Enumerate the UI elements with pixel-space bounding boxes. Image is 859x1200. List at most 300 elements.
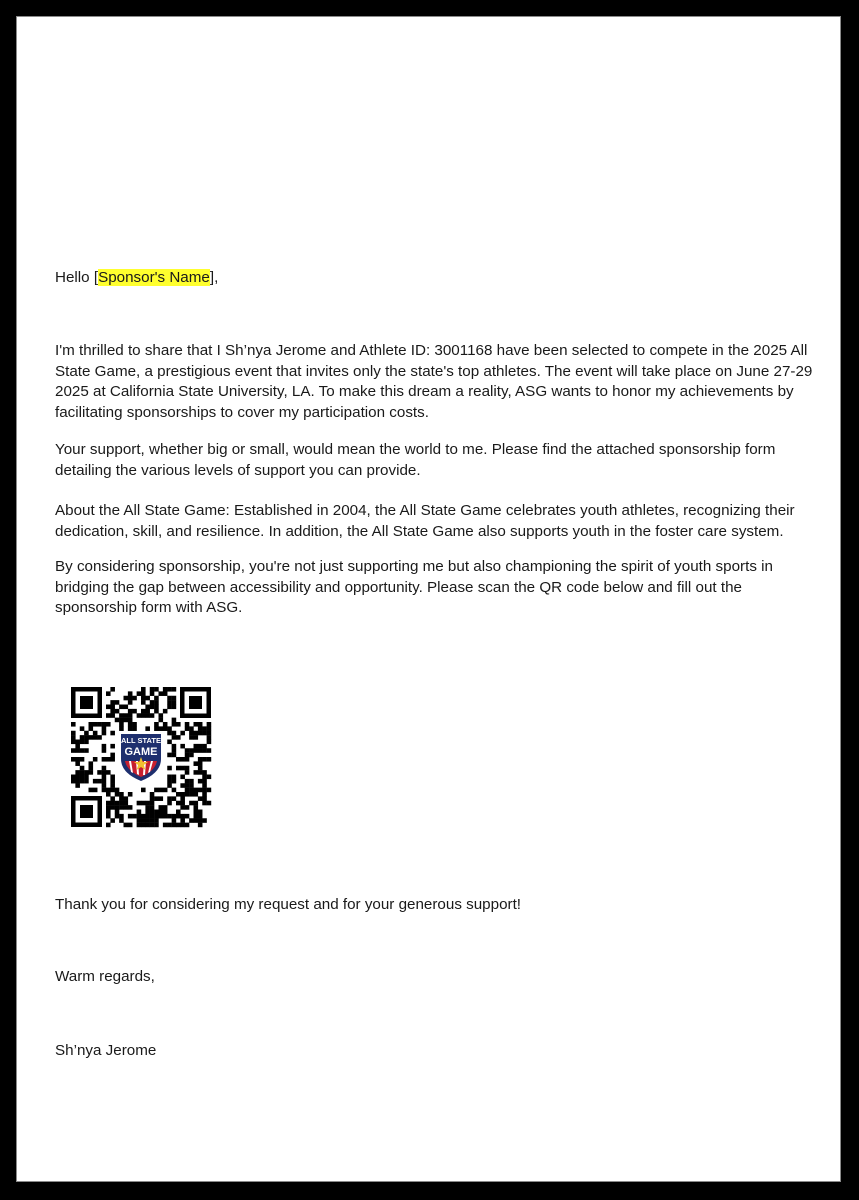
qr-module xyxy=(207,788,212,793)
qr-module xyxy=(145,814,150,819)
qr-module xyxy=(194,722,199,727)
qr-module xyxy=(106,757,111,762)
qr-module xyxy=(141,713,146,718)
qr-module xyxy=(159,805,164,810)
qr-module xyxy=(198,748,203,753)
qr-module xyxy=(137,713,142,718)
qr-module xyxy=(172,696,177,701)
qr-module xyxy=(89,726,94,731)
qr-module xyxy=(132,709,137,714)
qr-module xyxy=(137,818,142,823)
qr-module xyxy=(128,722,133,727)
qr-module xyxy=(110,744,115,749)
qr-module xyxy=(106,792,111,797)
qr-module xyxy=(176,735,181,740)
logo-line-1: ALL STATE xyxy=(121,736,161,745)
qr-module xyxy=(150,810,155,815)
qr-module xyxy=(124,696,129,701)
qr-module xyxy=(207,748,212,753)
qr-module xyxy=(145,810,150,815)
qr-module xyxy=(80,757,85,762)
qr-module xyxy=(119,796,124,801)
qr-module xyxy=(163,805,168,810)
qr-module xyxy=(115,814,120,819)
qr-module xyxy=(106,722,111,727)
qr-module xyxy=(110,709,115,714)
qr-module xyxy=(145,696,150,701)
qr-module xyxy=(189,726,194,731)
qr-module xyxy=(185,757,190,762)
qr-module xyxy=(194,770,199,775)
qr-module xyxy=(163,709,168,714)
qr-module xyxy=(172,744,177,749)
qr-module xyxy=(75,757,80,762)
qr-module xyxy=(119,722,124,727)
qr-module xyxy=(124,796,129,801)
qr-module xyxy=(198,757,203,762)
qr-module xyxy=(119,805,124,810)
qr-module xyxy=(194,761,199,766)
qr-module xyxy=(159,796,164,801)
qr-module xyxy=(102,775,107,780)
qr-module xyxy=(145,801,150,806)
qr-module xyxy=(180,731,185,736)
qr-module xyxy=(115,700,120,705)
qr-module xyxy=(137,691,142,696)
qr-module xyxy=(154,696,159,701)
qr-module xyxy=(110,700,115,705)
qr-module xyxy=(176,814,181,819)
qr-module xyxy=(202,796,207,801)
qr-module xyxy=(198,796,203,801)
qr-module xyxy=(110,783,115,788)
qr-module xyxy=(110,818,115,823)
qr-module xyxy=(163,691,168,696)
qr-module xyxy=(115,792,120,797)
qr-finder-top-right xyxy=(180,687,211,718)
qr-module xyxy=(202,770,207,775)
qr-module xyxy=(198,722,203,727)
qr-module xyxy=(97,722,102,727)
qr-module xyxy=(154,788,159,793)
qr-module xyxy=(154,810,159,815)
qr-module xyxy=(119,792,124,797)
qr-module xyxy=(137,801,142,806)
qr-module xyxy=(115,788,120,793)
qr-module xyxy=(167,766,172,771)
qr-module xyxy=(145,818,150,823)
qr-module xyxy=(172,818,177,823)
qr-module xyxy=(150,687,155,692)
qr-module xyxy=(89,722,94,727)
qr-module xyxy=(128,713,133,718)
logo-line-2: GAME xyxy=(124,746,158,758)
qr-module xyxy=(141,687,146,692)
qr-module xyxy=(154,823,159,828)
greeting xyxy=(55,268,815,289)
qr-module xyxy=(71,731,76,736)
qr-module xyxy=(119,713,124,718)
qr-module xyxy=(180,775,185,780)
qr-module xyxy=(154,705,159,710)
qr-module xyxy=(159,691,164,696)
qr-module xyxy=(132,726,137,731)
qr-module xyxy=(141,823,146,828)
qr-module xyxy=(167,814,172,819)
qr-module xyxy=(102,757,107,762)
qr-module xyxy=(159,814,164,819)
qr-module xyxy=(194,805,199,810)
qr-module xyxy=(150,823,155,828)
qr-module xyxy=(194,731,199,736)
qr-module xyxy=(180,805,185,810)
qr-module xyxy=(119,705,124,710)
qr-module xyxy=(167,753,172,758)
qr-module xyxy=(202,775,207,780)
qr-module xyxy=(172,700,177,705)
qr-module xyxy=(185,805,190,810)
thanks-line: Thank you for considering my request and for your generous support! xyxy=(55,896,522,913)
letter-page xyxy=(16,16,841,1182)
qr-module xyxy=(141,818,146,823)
qr-module xyxy=(185,766,190,771)
qr-module xyxy=(154,709,159,714)
qr-module xyxy=(93,731,98,736)
qr-module xyxy=(167,731,172,736)
qr-module xyxy=(110,713,115,718)
qr-module xyxy=(80,766,85,771)
qr-module xyxy=(84,748,89,753)
qr-module xyxy=(141,801,146,806)
qr-module xyxy=(198,818,203,823)
qr-module xyxy=(176,766,181,771)
qr-module xyxy=(202,744,207,749)
qr-finder-top-left xyxy=(71,687,102,718)
qr-module xyxy=(176,823,181,828)
qr-module xyxy=(154,700,159,705)
qr-module xyxy=(75,770,80,775)
qr-module xyxy=(194,744,199,749)
qr-finder-bottom-left xyxy=(71,796,102,827)
qr-module xyxy=(189,735,194,740)
qr-module xyxy=(84,740,89,745)
qr-module xyxy=(145,713,150,718)
qr-module xyxy=(145,709,150,714)
qr-module xyxy=(128,792,133,797)
sponsor-name-placeholder: Sponsor's Name xyxy=(98,269,210,286)
qr-module xyxy=(180,818,185,823)
qr-module xyxy=(154,814,159,819)
qr-module xyxy=(128,709,133,714)
qr-module xyxy=(89,735,94,740)
qr-module xyxy=(132,696,137,701)
qr-module xyxy=(167,700,172,705)
qr-module xyxy=(172,823,177,828)
qr-module xyxy=(167,801,172,806)
qr-module xyxy=(110,805,115,810)
qr-module xyxy=(75,761,80,766)
qr-module xyxy=(180,757,185,762)
qr-module xyxy=(163,726,168,731)
qr-module xyxy=(189,783,194,788)
qr-module xyxy=(102,788,107,793)
qr-module xyxy=(159,713,164,718)
qr-module xyxy=(128,805,133,810)
qr-module xyxy=(198,726,203,731)
qr-module xyxy=(207,731,212,736)
qr-module xyxy=(102,726,107,731)
qr-module xyxy=(194,810,199,815)
qr-module xyxy=(163,810,168,815)
qr-module xyxy=(150,792,155,797)
qr-module xyxy=(159,788,164,793)
qr-module xyxy=(202,788,207,793)
all-state-game-logo xyxy=(119,731,163,781)
qr-module xyxy=(207,801,212,806)
qr-module xyxy=(106,801,111,806)
qr-module xyxy=(150,818,155,823)
qr-module xyxy=(110,775,115,780)
qr-module xyxy=(106,788,111,793)
qr-module xyxy=(145,726,150,731)
qr-module xyxy=(80,770,85,775)
qr-module xyxy=(167,796,172,801)
qr-module xyxy=(89,788,94,793)
qr-module xyxy=(145,805,150,810)
qr-module xyxy=(189,818,194,823)
qr-module xyxy=(189,731,194,736)
qr-module xyxy=(172,753,177,758)
qr-module xyxy=(198,814,203,819)
qr-module xyxy=(176,801,181,806)
qr-module xyxy=(132,722,137,727)
qr-module xyxy=(71,735,76,740)
qr-module xyxy=(102,748,107,753)
qr-module xyxy=(154,818,159,823)
qr-module xyxy=(202,779,207,784)
qr-module xyxy=(84,775,89,780)
qr-module xyxy=(110,788,115,793)
qr-module xyxy=(172,779,177,784)
qr-module xyxy=(172,775,177,780)
qr-module xyxy=(180,783,185,788)
qr-module xyxy=(145,705,150,710)
qr-module xyxy=(172,748,177,753)
qr-module xyxy=(180,744,185,749)
qr-module xyxy=(124,713,129,718)
qr-module xyxy=(198,731,203,736)
qr-module xyxy=(180,801,185,806)
qr-module xyxy=(189,753,194,758)
qr-module xyxy=(115,810,120,815)
qr-module xyxy=(167,705,172,710)
qr-module xyxy=(102,770,107,775)
qr-module xyxy=(198,766,203,771)
qr-module xyxy=(159,718,164,723)
qr-module xyxy=(194,792,199,797)
qr-module xyxy=(167,775,172,780)
qr-module xyxy=(71,740,76,745)
qr-module xyxy=(75,744,80,749)
qr-module xyxy=(202,801,207,806)
qr-module xyxy=(84,779,89,784)
qr-module xyxy=(106,805,111,810)
qr-module xyxy=(189,788,194,793)
qr-module xyxy=(207,722,212,727)
qr-module xyxy=(202,818,207,823)
qr-module xyxy=(75,783,80,788)
greeting-prefix: Hello [ xyxy=(55,269,99,286)
qr-module xyxy=(106,810,111,815)
qr-module xyxy=(198,744,203,749)
qr-module xyxy=(119,818,124,823)
qr-module xyxy=(163,687,168,692)
qr-module xyxy=(202,757,207,762)
qr-module xyxy=(93,757,98,762)
qr-module xyxy=(110,687,115,692)
qr-module xyxy=(198,810,203,815)
qr-module xyxy=(102,783,107,788)
qr-module xyxy=(128,691,133,696)
qr-code[interactable] xyxy=(69,685,213,829)
qr-module xyxy=(80,726,85,731)
qr-module xyxy=(172,814,177,819)
qr-module xyxy=(110,731,115,736)
qr-module xyxy=(172,796,177,801)
qr-module xyxy=(172,718,177,723)
qr-module xyxy=(115,801,120,806)
qr-module xyxy=(150,705,155,710)
qr-module xyxy=(80,740,85,745)
qr-module xyxy=(150,700,155,705)
qr-module xyxy=(137,810,142,815)
qr-module xyxy=(97,735,102,740)
qr-module xyxy=(119,801,124,806)
qr-module xyxy=(189,779,194,784)
qr-module xyxy=(80,748,85,753)
qr-module xyxy=(198,770,203,775)
qr-module xyxy=(159,726,164,731)
qr-module xyxy=(185,823,190,828)
qr-module xyxy=(202,731,207,736)
qr-module xyxy=(202,726,207,731)
qr-module xyxy=(84,770,89,775)
qr-module xyxy=(110,753,115,758)
qr-module xyxy=(154,687,159,692)
qr-module xyxy=(176,792,181,797)
qr-module xyxy=(75,740,80,745)
qr-module xyxy=(124,801,129,806)
qr-module xyxy=(89,761,94,766)
qr-module xyxy=(124,718,129,723)
qr-module xyxy=(202,783,207,788)
qr-module xyxy=(172,722,177,727)
qr-module xyxy=(172,687,177,692)
qr-module xyxy=(163,814,168,819)
qr-module xyxy=(185,779,190,784)
qr-module xyxy=(194,818,199,823)
qr-module xyxy=(163,722,168,727)
qr-module xyxy=(141,696,146,701)
qr-module xyxy=(71,757,76,762)
qr-module xyxy=(106,770,111,775)
qr-module xyxy=(93,788,98,793)
qr-module xyxy=(207,735,212,740)
qr-module xyxy=(194,748,199,753)
qr-module xyxy=(106,814,111,819)
qr-module xyxy=(119,814,124,819)
qr-module xyxy=(167,687,172,692)
qr-module xyxy=(150,801,155,806)
qr-module xyxy=(141,691,146,696)
qr-module xyxy=(150,796,155,801)
qr-module xyxy=(154,796,159,801)
qr-module xyxy=(141,700,146,705)
qr-module xyxy=(194,735,199,740)
qr-module xyxy=(207,757,212,762)
qr-module xyxy=(128,823,133,828)
qr-module xyxy=(119,726,124,731)
qr-module xyxy=(202,792,207,797)
qr-module xyxy=(176,722,181,727)
qr-module xyxy=(185,770,190,775)
qr-module xyxy=(141,709,146,714)
qr-module xyxy=(71,748,76,753)
qr-module xyxy=(172,788,177,793)
qr-module xyxy=(150,691,155,696)
qr-module xyxy=(167,823,172,828)
qr-module xyxy=(75,748,80,753)
qr-module xyxy=(84,735,89,740)
qr-module xyxy=(141,814,146,819)
qr-module xyxy=(71,779,76,784)
qr-module xyxy=(185,783,190,788)
greeting-suffix: ], xyxy=(209,269,219,286)
qr-module xyxy=(141,788,146,793)
qr-module xyxy=(71,722,76,727)
qr-module xyxy=(198,761,203,766)
qr-module xyxy=(102,779,107,784)
qr-module xyxy=(89,766,94,771)
qr-module xyxy=(115,709,120,714)
qr-module xyxy=(145,823,150,828)
qr-module xyxy=(185,753,190,758)
qr-module xyxy=(194,788,199,793)
qr-module xyxy=(167,740,172,745)
qr-code-graphic xyxy=(69,685,213,829)
qr-module xyxy=(84,731,89,736)
qr-module xyxy=(106,713,111,718)
qr-module xyxy=(189,792,194,797)
qr-module xyxy=(110,796,115,801)
qr-module xyxy=(132,814,137,819)
qr-module xyxy=(93,779,98,784)
qr-module xyxy=(172,735,177,740)
qr-module xyxy=(207,740,212,745)
qr-module xyxy=(106,705,111,710)
qr-module xyxy=(106,691,111,696)
qr-module xyxy=(97,770,102,775)
qr-module xyxy=(167,783,172,788)
qr-module xyxy=(89,770,94,775)
qr-module xyxy=(185,788,190,793)
qr-module xyxy=(180,823,185,828)
qr-module xyxy=(189,801,194,806)
qr-module xyxy=(207,775,212,780)
qr-module xyxy=(80,735,85,740)
qr-module xyxy=(110,801,115,806)
qr-module xyxy=(180,796,185,801)
